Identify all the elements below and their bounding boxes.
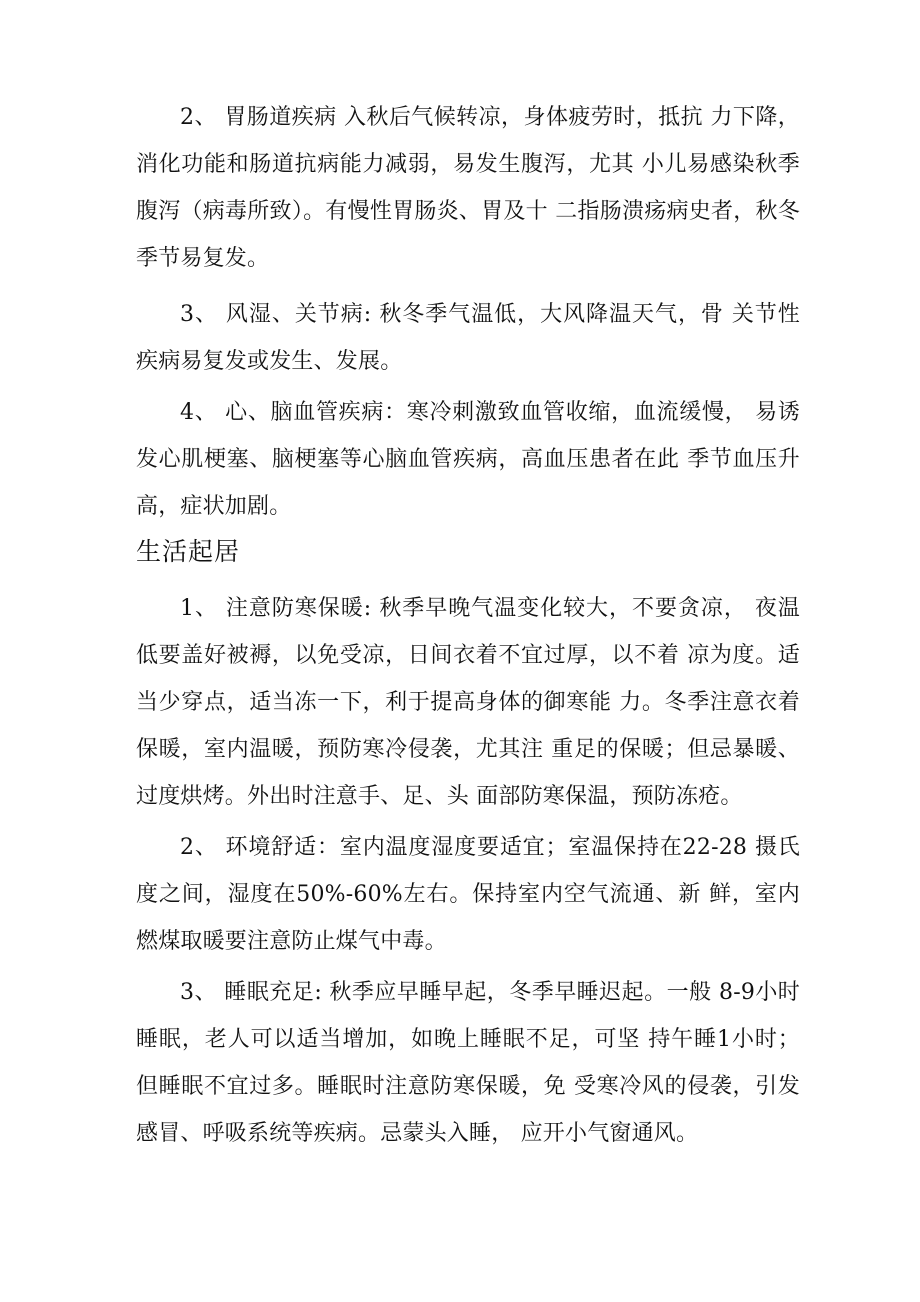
paragraph-comfortable-environment: 2、 环境舒适：室内温度湿度要适宜；室温保持在22-28 摄氏度之间，湿度在50%-60%左右。保持室内空气流通、新 鲜，室内燃煤取暖要注意防止煤气中毒。: [136, 835, 800, 954]
paragraph-cardio-cerebrovascular-disease: 4、 心、脑血管疾病：寒冷刺激致血管收缩，血流缓慢， 易诱发心肌梗塞、脑梗塞等心脑血管疾病，高血压患者在此 季节血压升高，症状加剧。: [136, 400, 800, 519]
section-heading-daily-living: 生活起居: [136, 537, 241, 566]
paragraph-gastrointestinal-disease: 2、 胃肠道疾病 入秋后气候转凉，身体疲劳时，抵抗 力下降，消化功能和肠道抗病能力减弱，易发生腹泻，尤其 小儿易感染秋季腹泻（病毒所致）。有慢性胃肠炎、胃及十 二指肠溃疡病史者，秋冬季节易复发。: [136, 105, 800, 271]
paragraph-rheumatism-joint-disease: 3、 风湿、关节病: 秋冬季气温低，大风降温天气，骨 关节性疾病易复发或发生、发展。: [136, 302, 800, 374]
paragraph-keep-warm: 1、 注意防寒保暖: 秋季早晚气温变化较大，不要贪凉， 夜温低要盖好被褥，以免受凉，日间衣着不宜过厚，以不着 凉为度。适当少穿点，适当冻一下，利于提高身体的御寒能 力。冬季注意衣着保暖，室内温暖，预防寒冷侵袭，尤其注 重足的保暖；但忌暴暖、过度烘烤。外出时注意手、足、头 面部防寒保温，预防冻疮。: [136, 596, 800, 809]
paragraph-sufficient-sleep: 3、 睡眠充足: 秋季应早睡早起，冬季早睡迟起。一般 8-9小时睡眠，老人可以适当增加，如晚上睡眠不足，可坚 持午睡1小时；但睡眠不宜过多。睡眠时注意防寒保暖，免 受寒冷风的侵袭，引发感冒、呼吸系统等疾病。忌蒙头入睡， 应开小气窗通风。: [136, 980, 800, 1146]
